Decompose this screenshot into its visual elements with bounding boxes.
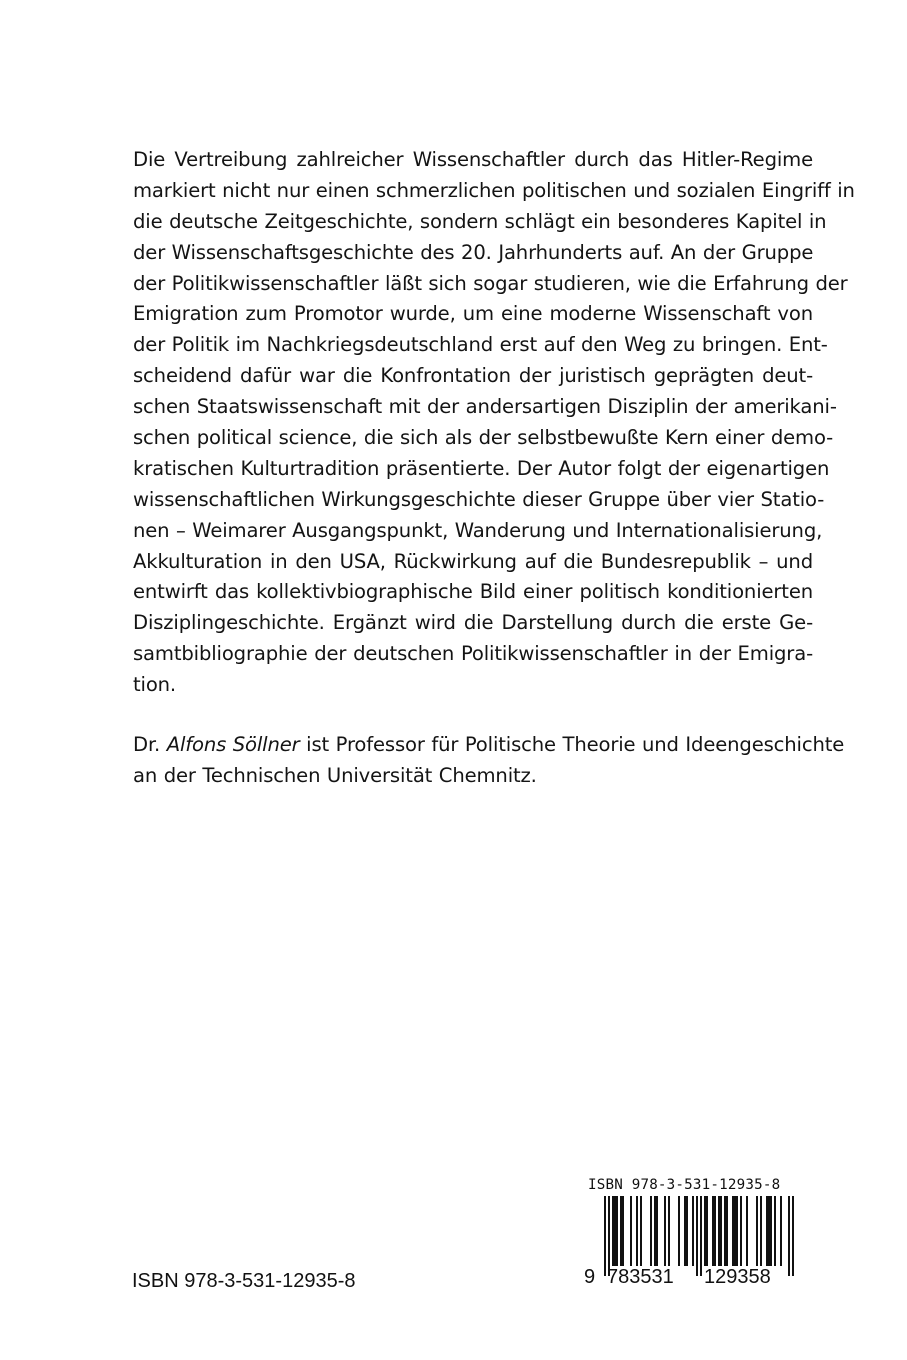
blurb-line: markiert nicht nur einen schmerzlichen politischen und sozialen Eingriff in — [133, 178, 855, 202]
barcode-digits-right: 129358 — [704, 1266, 771, 1288]
barcode-bar — [622, 1196, 624, 1266]
author-line — [133, 729, 845, 760]
blurb-line: schen political science, die sich als der selbstbewußte Kern einer demo- — [133, 426, 834, 450]
blurb-line: der Wissenschaftsgeschichte des 20. Jahrhunderts auf. An der Gruppe — [133, 240, 814, 264]
barcode-bar — [732, 1196, 734, 1266]
barcode-bar — [664, 1196, 666, 1266]
barcode-bar — [724, 1196, 726, 1266]
barcode-digits — [584, 1266, 806, 1292]
barcode-bar — [756, 1196, 758, 1266]
barcode-bar — [792, 1196, 794, 1276]
author-description: ist Professor für Politische Theorie und Ideengeschichte — [306, 733, 845, 756]
barcode-bar — [616, 1196, 618, 1266]
barcode-bar — [788, 1196, 790, 1276]
blurb-line: Emigration zum Promotor wurde, um eine moderne Wissenschaft von — [133, 302, 813, 326]
barcode-bar — [766, 1196, 768, 1266]
barcode-bar — [704, 1196, 706, 1266]
author-name: Alfons Söllner — [166, 733, 300, 756]
barcode-bar — [734, 1196, 736, 1266]
barcode-bar — [650, 1196, 652, 1266]
barcode-bar — [760, 1196, 762, 1266]
blurb-line: wissenschaftlichen Wirkungsgeschichte dieser Gruppe über vier Statio- — [133, 487, 825, 511]
barcode-isbn-label: ISBN 978-3-531-12935-8 — [588, 1177, 781, 1193]
barcode-digit-lead: 9 — [584, 1266, 596, 1288]
author-note — [133, 729, 845, 791]
barcode-bar — [656, 1196, 658, 1266]
blurb-line: scheidend dafür war die Konfrontation der juristisch geprägten deut- — [133, 364, 813, 388]
blurb-line: Disziplingeschichte. Ergänzt wird die Darstellung durch die erste Ge- — [133, 611, 813, 635]
barcode-bar — [712, 1196, 714, 1266]
blurb-line: samtbibliographie der deutschen Politikwissenschaftler in der Emigra- — [133, 642, 813, 666]
barcode-bar — [720, 1196, 722, 1266]
barcode-bar — [726, 1196, 728, 1266]
barcode-digits-left: 783531 — [607, 1266, 674, 1288]
blurb-line: Akkulturation in den USA, Rückwirkung auf die Bundesrepublik – und — [133, 549, 813, 573]
barcode-bar — [640, 1196, 642, 1266]
barcode-bar — [746, 1196, 748, 1266]
barcode-block — [584, 1177, 806, 1293]
barcode-bar — [614, 1196, 616, 1266]
blurb-line: Die Vertreibung zahlreicher Wissenschaftler durch das Hitler-Regime — [133, 148, 813, 171]
barcode-bar — [774, 1196, 776, 1266]
blurb-line: die deutsche Zeitgeschichte, sondern schlägt ein besonderes Kapitel in — [133, 209, 827, 233]
isbn-text: ISBN 978-3-531-12935-8 — [132, 1270, 356, 1292]
barcode-bar — [636, 1196, 638, 1266]
barcode-bar — [770, 1196, 772, 1266]
barcode-bar — [612, 1196, 614, 1266]
barcode-bar — [630, 1196, 632, 1266]
barcode-bar — [780, 1196, 782, 1266]
blurb-line: schen Staatswissenschaft mit der andersartigen Disziplin der amerikani- — [133, 395, 837, 419]
blurb-line: nen – Weimarer Ausgangspunkt, Wanderung und Internationalisierung, — [133, 518, 823, 542]
barcode-bar — [696, 1196, 698, 1276]
blurb-line: kratischen Kulturtradition präsentierte. Der Autor folgt der eigenartigen — [133, 456, 830, 480]
blurb-text — [133, 145, 855, 701]
author-prefix: Dr. — [133, 733, 161, 756]
blurb-line: tion. — [133, 673, 177, 697]
barcode-bar — [736, 1196, 738, 1266]
barcode-bar — [706, 1196, 708, 1266]
barcode-bar — [678, 1196, 680, 1266]
barcode-bar — [740, 1196, 742, 1266]
barcode-bar — [608, 1196, 610, 1276]
blurb-line: der Politik im Nachkriegsdeutschland erst auf den Weg zu bringen. Ent- — [133, 333, 828, 357]
barcode-bar — [684, 1196, 686, 1266]
blurb-line: entwirft das kollektivbiographische Bild einer politisch konditionierten — [133, 580, 813, 604]
barcode-bar — [692, 1196, 694, 1266]
blurb-line: der Politikwissenschaftler läßt sich sogar studieren, wie die Erfahrung der — [133, 271, 848, 295]
barcode-bar — [686, 1196, 688, 1266]
barcode-bar — [700, 1196, 702, 1276]
barcode-bar — [768, 1196, 770, 1266]
barcode-bar — [620, 1196, 622, 1266]
author-affiliation: an der Technischen Universität Chemnitz. — [133, 764, 537, 787]
barcode-bar — [718, 1196, 720, 1266]
barcode-bar — [654, 1196, 656, 1266]
barcode-bar — [668, 1196, 670, 1266]
barcode-bar — [714, 1196, 716, 1266]
barcode-bar — [604, 1196, 606, 1276]
